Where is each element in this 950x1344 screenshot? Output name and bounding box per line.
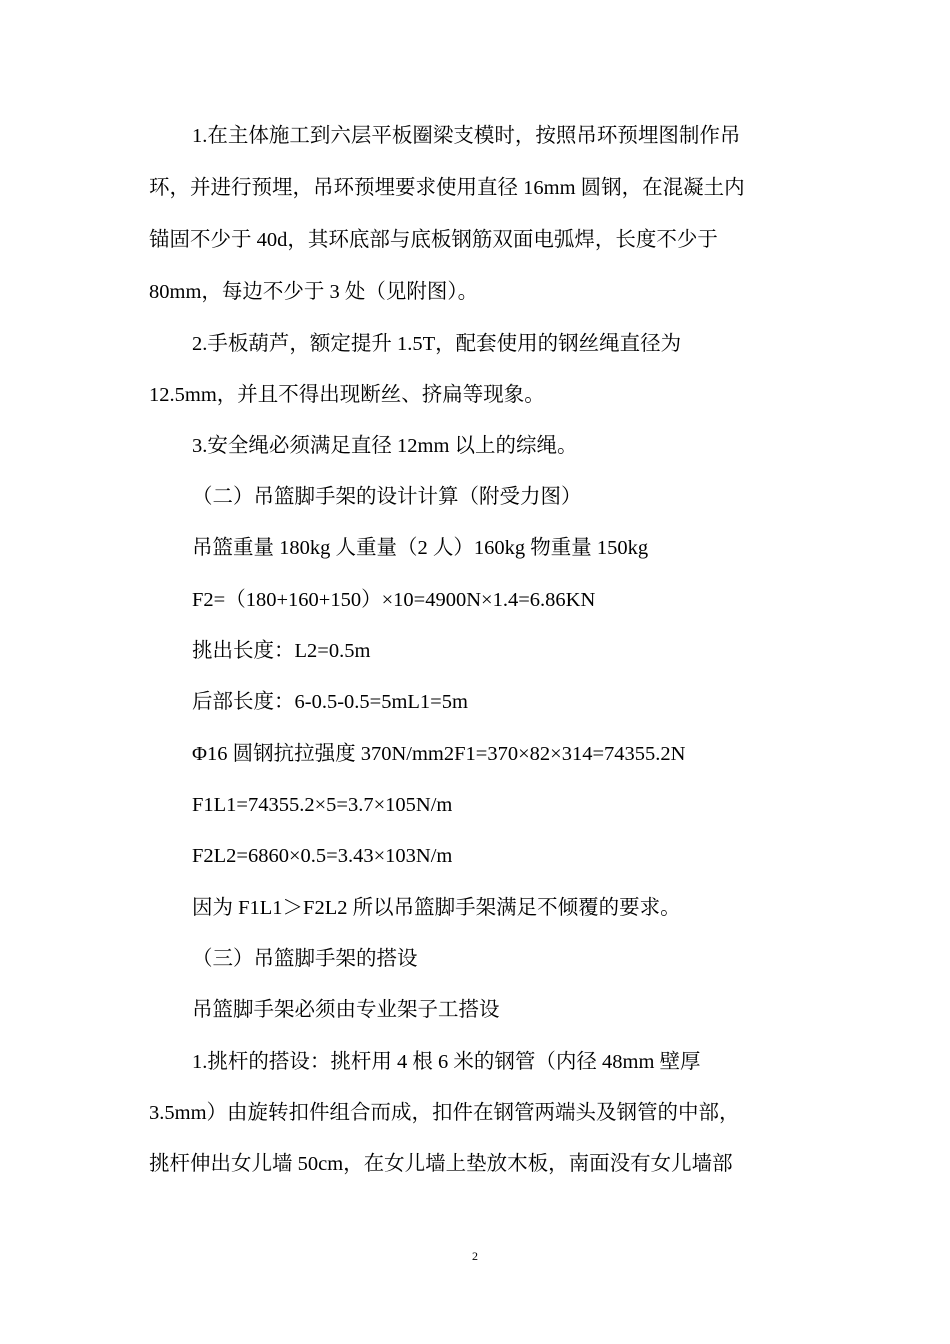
paragraph-1-line-1: 1.在主体施工到六层平板圈梁支模时，按照吊环预埋图制作吊 (192, 125, 741, 147)
paragraph-1-line-3: 锚固不少于 40d，其环底部与底板钢筋双面电弧焊，长度不少于 (149, 229, 718, 251)
scaffold-requirement: 吊篮脚手架必须由专业架子工搭设 (192, 999, 500, 1021)
paragraph-3: 3.安全绳必须满足直径 12mm 以上的综绳。 (192, 435, 578, 457)
paragraph-2-line-1: 2.手板葫芦，额定提升 1.5T，配套使用的钢丝绳直径为 (192, 333, 682, 355)
tensile-strength: Φ16 圆钢抗拉强度 370N/mm2F1=370×82×314=74355.2N (192, 743, 686, 765)
paragraph-4-line-3: 挑杆伸出女儿墙 50cm，在女儿墙上垫放木板，南面没有女儿墙部 (149, 1153, 733, 1175)
conclusion-line: 因为 F1L1＞F2L2 所以吊篮脚手架满足不倾覆的要求。 (192, 897, 681, 919)
section-heading-3: （三）吊篮脚手架的搭设 (192, 948, 418, 970)
paragraph-1-line-2: 环，并进行预埋，吊环预埋要求使用直径 16mm 圆钢，在混凝土内 (149, 177, 745, 199)
weight-line: 吊篮重量 180kg 人重量（2 人）160kg 物重量 150kg (192, 537, 649, 559)
formula-f1l1: F1L1=74355.2×5=3.7×105N/m (192, 794, 453, 816)
paragraph-2-line-2: 12.5mm，并且不得出现断丝、挤扁等现象。 (149, 384, 545, 406)
formula-f2l2: F2L2=6860×0.5=3.43×103N/m (192, 845, 453, 867)
section-heading-2: （二）吊篮脚手架的设计计算（附受力图） (192, 486, 582, 508)
page-number: 2 (472, 1249, 478, 1263)
paragraph-4-line-2: 3.5mm）由旋转扣件组合而成，扣件在钢管两端头及钢管的中部， (149, 1102, 740, 1124)
paragraph-1-line-4: 80mm，每边不少于 3 处（见附图）。 (149, 281, 479, 303)
rear-length: 后部长度：6-0.5-0.5=5mL1=5m (192, 691, 468, 713)
overhang-length: 挑出长度：L2=0.5m (192, 640, 371, 662)
formula-f2: F2=（180+160+150）×10=4900N×1.4=6.86KN (192, 589, 596, 611)
paragraph-4-line-1: 1.挑杆的搭设：挑杆用 4 根 6 米的钢管（内径 48mm 壁厚 (192, 1051, 701, 1073)
